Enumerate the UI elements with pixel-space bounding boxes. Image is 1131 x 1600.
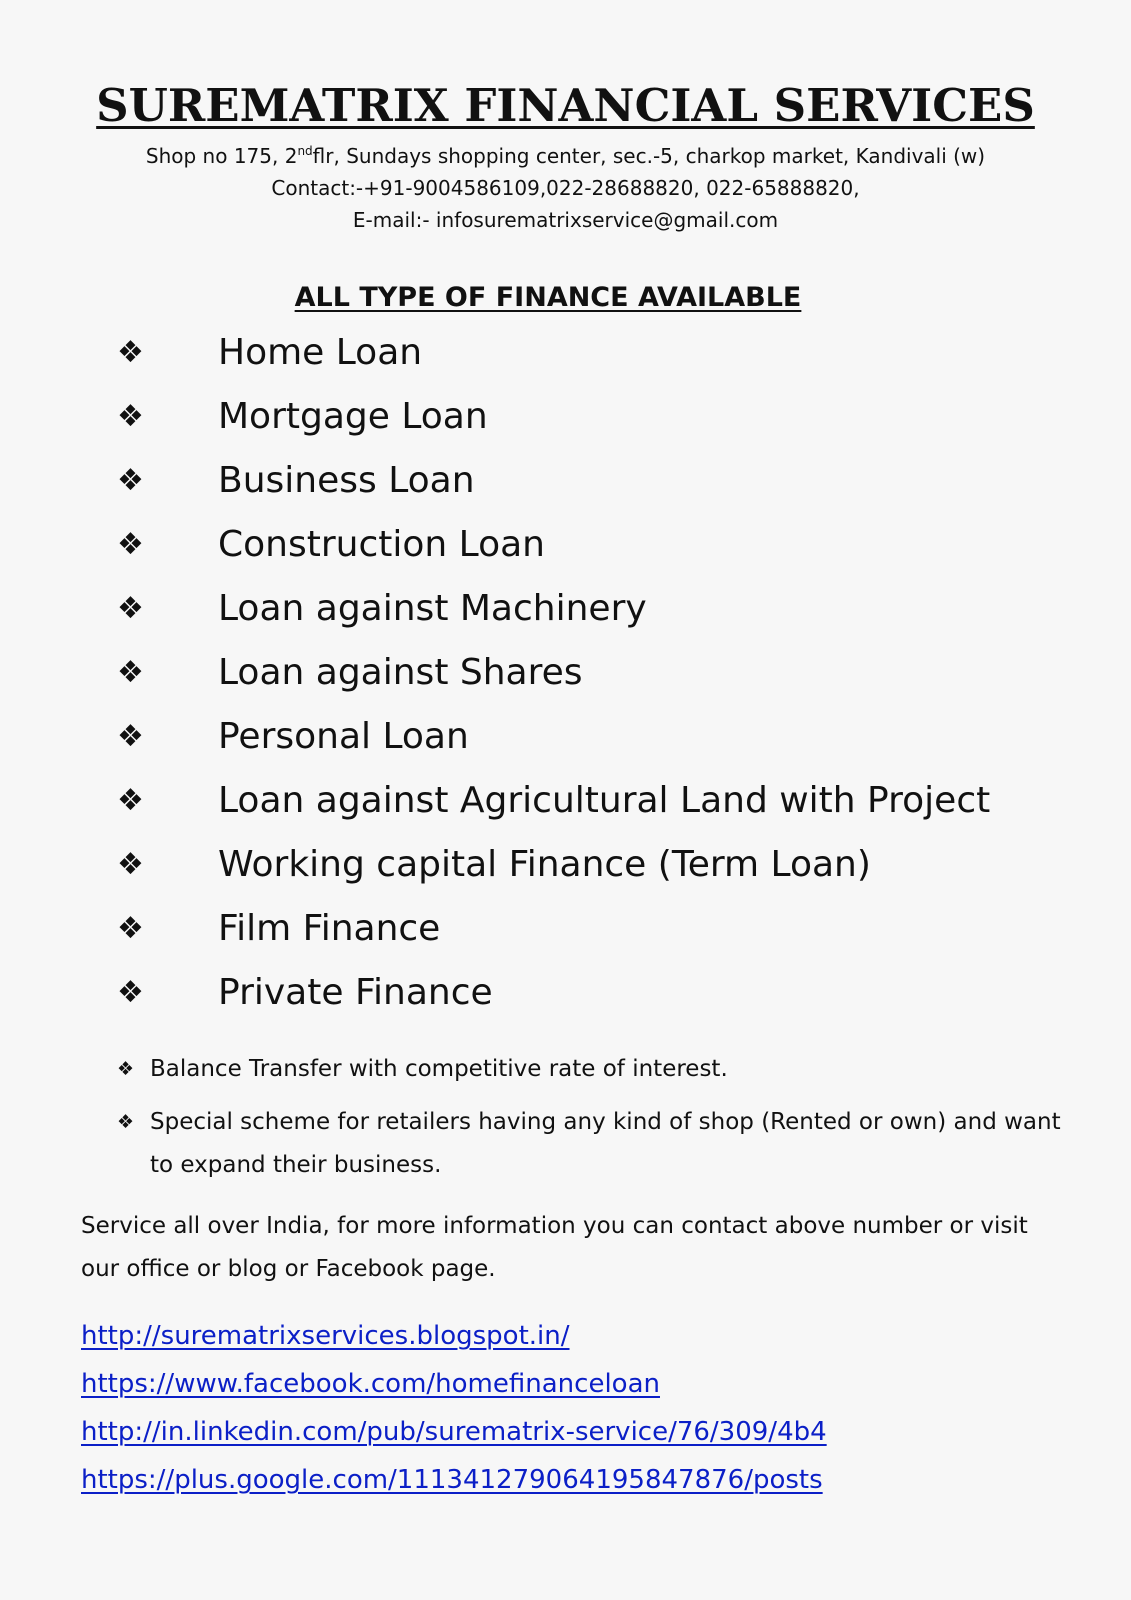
contact-block [0, 140, 1131, 236]
list-item [0, 454, 1131, 518]
list-item [0, 646, 1131, 710]
finance-heading [0, 280, 1096, 316]
diamond-bullet-icon: ❖ [117, 655, 144, 690]
diamond-bullet-icon: ❖ [117, 399, 144, 434]
google-plus-link[interactable]: https://plus.google.com/111341279064195847876/posts [81, 1465, 823, 1495]
linkedin-link[interactable]: http://in.linkedin.com/pub/surematrix-service/76/309/4b4 [81, 1417, 827, 1447]
list-item [0, 390, 1131, 454]
list-item [0, 838, 1131, 902]
list-item-label: Film Finance [218, 908, 441, 949]
list-item [0, 902, 1131, 966]
phone-line: Contact:-+91-9004586109,022-28688820, 022-65888820, [271, 176, 860, 200]
facebook-link[interactable]: https://www.facebook.com/homefinanceloan [81, 1369, 660, 1399]
diamond-bullet-icon: ❖ [117, 911, 144, 946]
diamond-bullet-icon: ❖ [117, 335, 144, 370]
list-item-label: Construction Loan [218, 524, 545, 565]
list-item-label: Working capital Finance (Term Loan) [218, 844, 871, 885]
list-item [0, 710, 1131, 774]
address-suffix: flr, Sundays shopping center, sec.-5, charkop market, Kandivali (w) [312, 144, 986, 168]
finance-heading-text: ALL TYPE OF FINANCE AVAILABLE [294, 282, 802, 313]
list-item-label: Loan against Shares [218, 652, 583, 693]
diamond-bullet-icon: ❖ [117, 975, 144, 1010]
address-prefix: Shop no 175, 2 [145, 144, 298, 168]
address-superscript: nd [297, 144, 313, 158]
list-item-label: Private Finance [218, 972, 493, 1013]
list-item-label: Loan against Agricultural Land with Project [218, 780, 991, 821]
list-item-label: Personal Loan [218, 716, 469, 757]
extra-item-text: Balance Transfer with competitive rate of interest. [150, 1056, 728, 1082]
extras-list [0, 1048, 1131, 1197]
extra-item-text: Special scheme for retailers having any kind of shop (Rented or own) and want to expand their business. [150, 1109, 1061, 1178]
diamond-bullet-icon: ❖ [117, 719, 144, 754]
list-item [0, 774, 1131, 838]
address-line [0, 140, 1131, 172]
diamond-bullet-icon: ❖ [117, 1058, 135, 1080]
list-item-label: Mortgage Loan [218, 396, 488, 437]
diamond-bullet-icon: ❖ [117, 527, 144, 562]
company-title-text: SUREMATRIX FINANCIAL SERVICES [96, 79, 1035, 132]
extra-item [0, 1101, 1131, 1187]
finance-list [0, 326, 1131, 1030]
list-item [0, 326, 1131, 390]
diamond-bullet-icon: ❖ [117, 591, 144, 626]
diamond-bullet-icon: ❖ [117, 783, 144, 818]
blog-link[interactable]: http://surematrixservices.blogspot.in/ [81, 1321, 570, 1351]
service-note: Service all over India, for more information you can contact above number or visit our office or blog or Facebook page. [81, 1213, 1028, 1282]
diamond-bullet-icon: ❖ [117, 463, 144, 498]
diamond-bullet-icon: ❖ [117, 1111, 135, 1133]
extra-item [0, 1048, 1131, 1091]
list-item-label: Loan against Machinery [218, 588, 647, 629]
list-item-label: Home Loan [218, 332, 423, 373]
company-title [0, 78, 1131, 134]
email-line: E-mail:- infosurematrixservice@gmail.com [352, 208, 779, 232]
diamond-bullet-icon: ❖ [117, 847, 144, 882]
list-item [0, 966, 1131, 1030]
list-item-label: Business Loan [218, 460, 475, 501]
links-block [81, 1312, 1061, 1504]
list-item [0, 518, 1131, 582]
list-item [0, 582, 1131, 646]
